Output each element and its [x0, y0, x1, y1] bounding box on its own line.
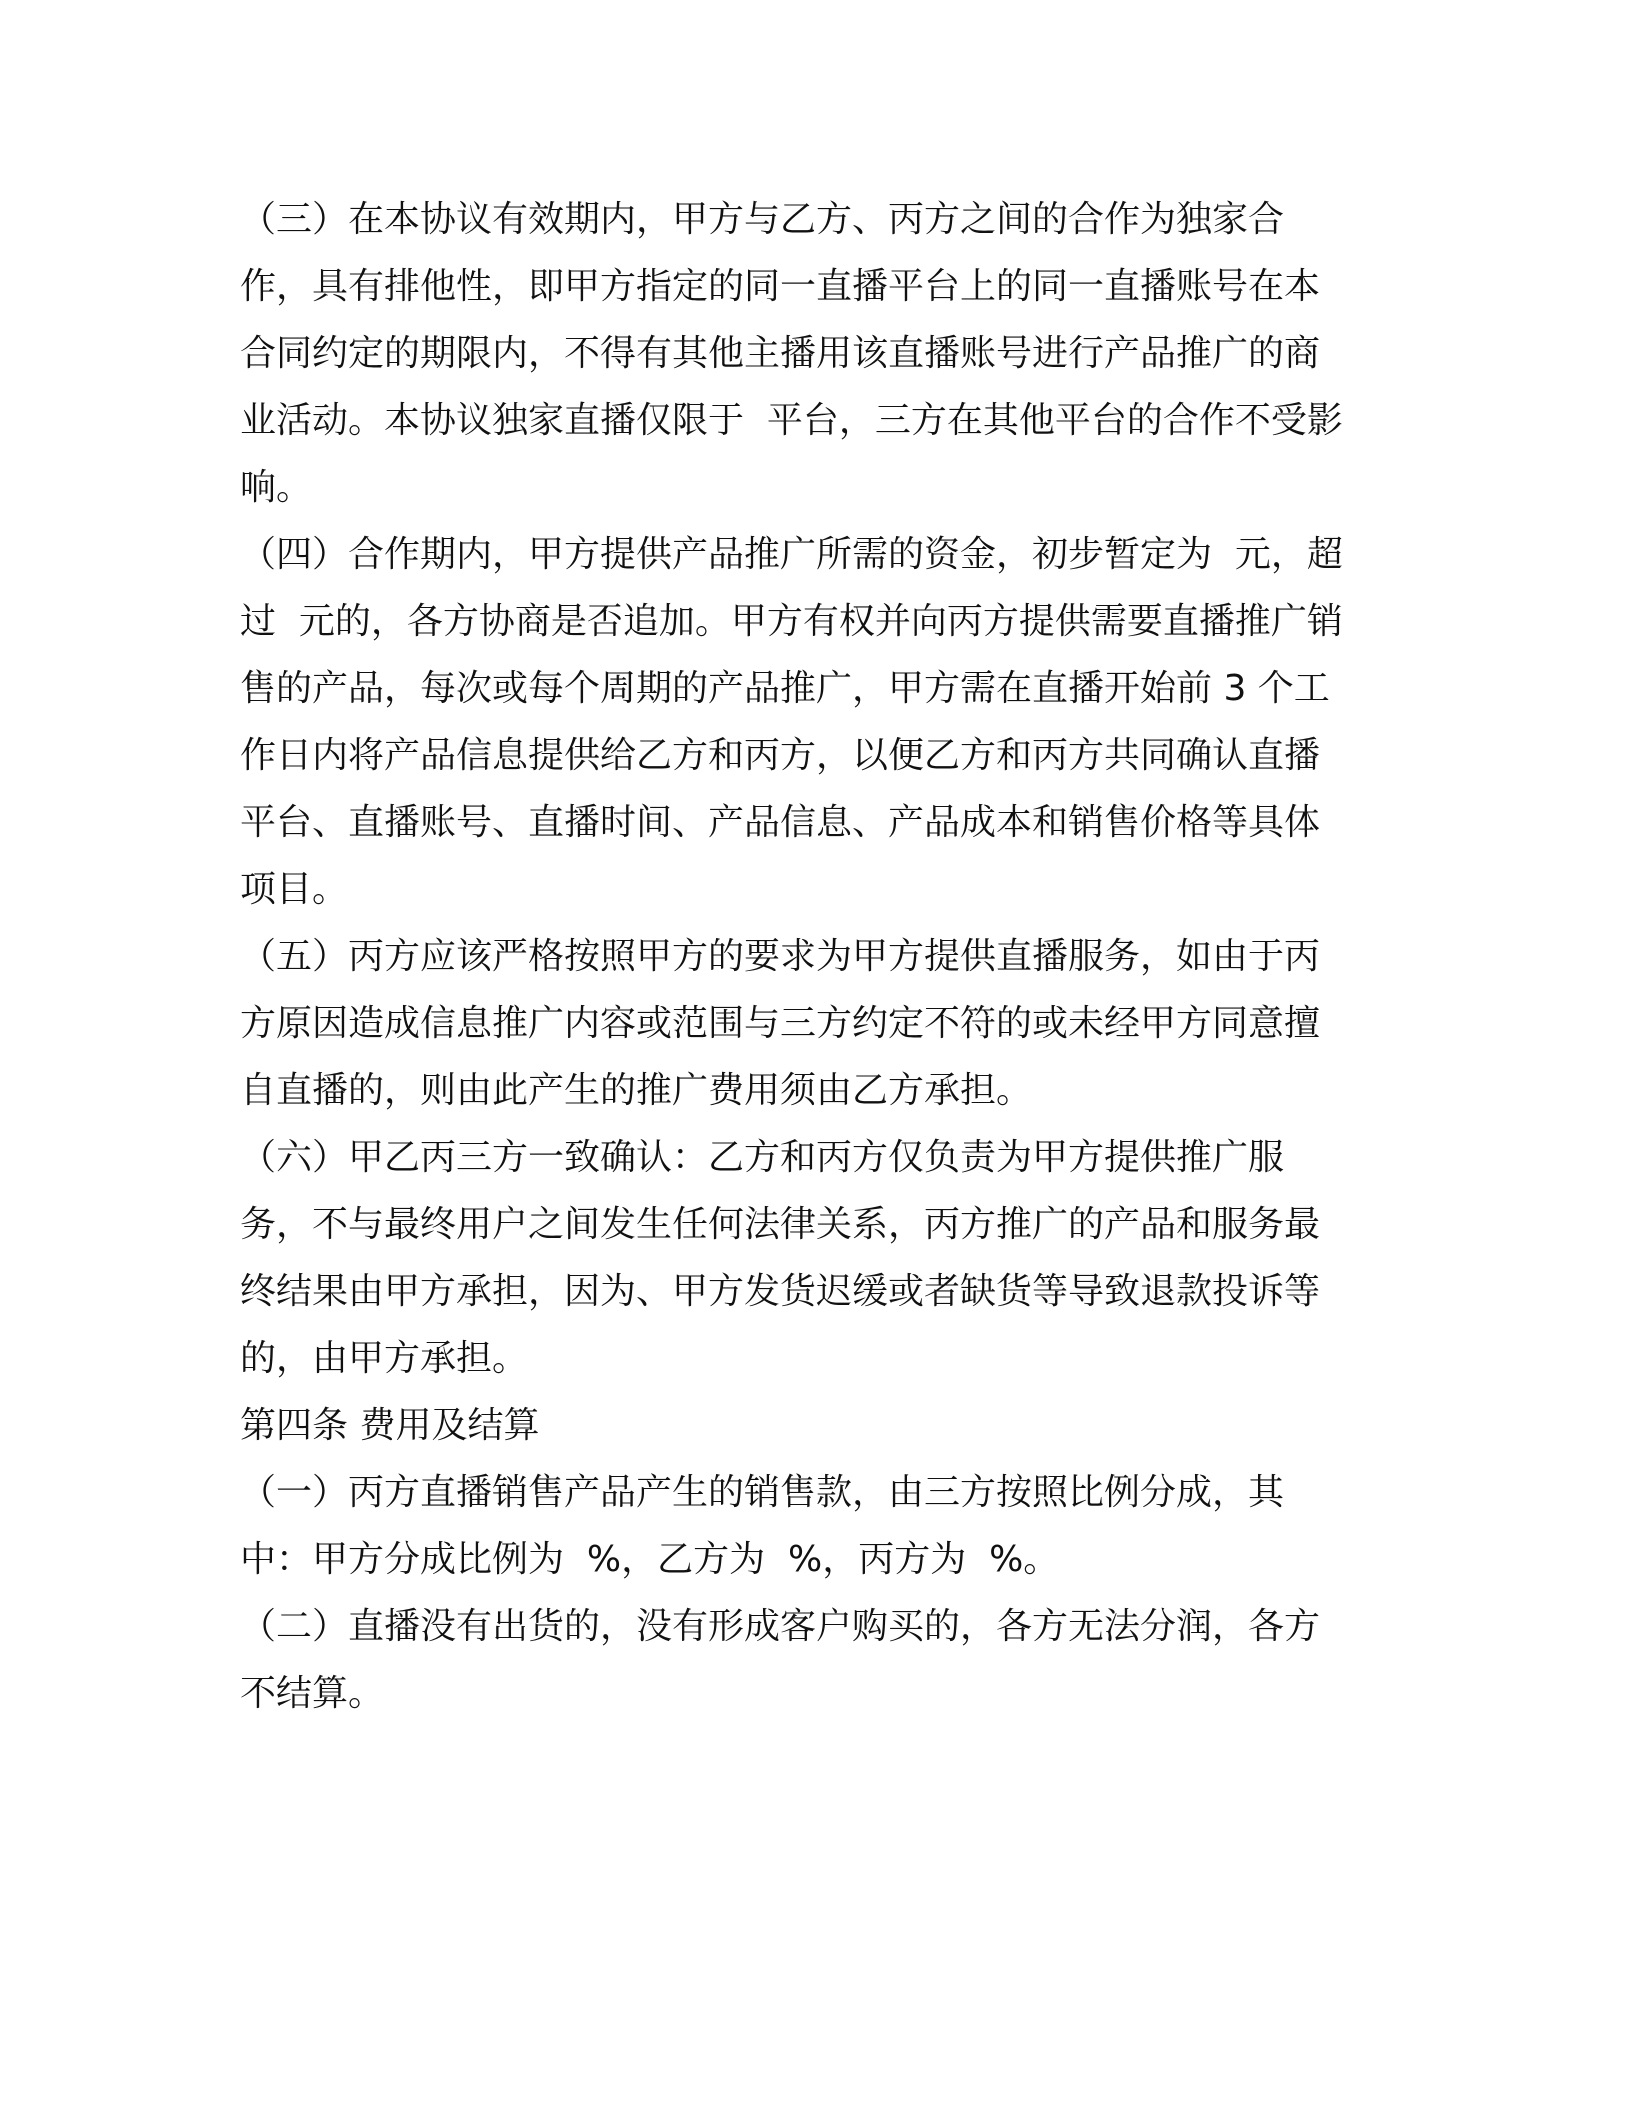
- text-line: 中：甲方分成比例为 %，乙方为 %，丙方为 %。: [240, 1539, 1060, 1580]
- text-line: （六）甲乙丙三方一致确认：乙方和丙方仅负责为甲方提供推广服: [240, 1137, 1285, 1178]
- text-line: （四）合作期内，甲方提供产品推广所需的资金，初步暂定为 元，超: [240, 534, 1343, 575]
- text-line: 方原因造成信息推广内容或范围与三方约定不符的或未经甲方同意擅: [240, 1003, 1321, 1044]
- text-line: 务，不与最终用户之间发生任何法律关系，丙方推广的产品和服务最: [240, 1204, 1321, 1245]
- text-line: 的，由甲方承担。: [240, 1338, 529, 1379]
- section-heading: 第四条 费用及结算: [240, 1405, 540, 1446]
- text-line: 项目。: [240, 869, 349, 910]
- text-line: 平台、直播账号、直播时间、产品信息、产品成本和销售价格等具体: [240, 802, 1321, 843]
- text-line: 作，具有排他性，即甲方指定的同一直播平台上的同一直播账号在本: [240, 266, 1321, 307]
- text-line: 不结算。: [240, 1673, 385, 1714]
- text-line: 过 元的，各方协商是否追加。甲方有权并向丙方提供需要直播推广销: [240, 601, 1343, 642]
- document-body: [240, 186, 1380, 1727]
- text-line: （二）直播没有出货的，没有形成客户购买的，各方无法分润，各方: [240, 1606, 1321, 1647]
- text-line: 作日内将产品信息提供给乙方和丙方，以便乙方和丙方共同确认直播: [240, 735, 1321, 776]
- text-line: （五）丙方应该严格按照甲方的要求为甲方提供直播服务，如由于丙: [240, 936, 1321, 977]
- text-line: 业活动。本协议独家直播仅限于 平台，三方在其他平台的合作不受影: [240, 400, 1343, 441]
- text-line: 合同约定的期限内，不得有其他主播用该直播账号进行产品推广的商: [240, 333, 1321, 374]
- text-line: （三）在本协议有效期内，甲方与乙方、丙方之间的合作为独家合: [240, 199, 1285, 240]
- text-line: （一）丙方直播销售产品产生的销售款，由三方按照比例分成，其: [240, 1472, 1285, 1513]
- text-line: 终结果由甲方承担，因为、甲方发货迟缓或者缺货等导致退款投诉等: [240, 1271, 1321, 1312]
- text-line: 自直播的，则由此产生的推广费用须由乙方承担。: [240, 1070, 1033, 1111]
- text-line: 售的产品，每次或每个周期的产品推广，甲方需在直播开始前 3 个工: [240, 668, 1330, 709]
- text-line: 响。: [240, 467, 313, 508]
